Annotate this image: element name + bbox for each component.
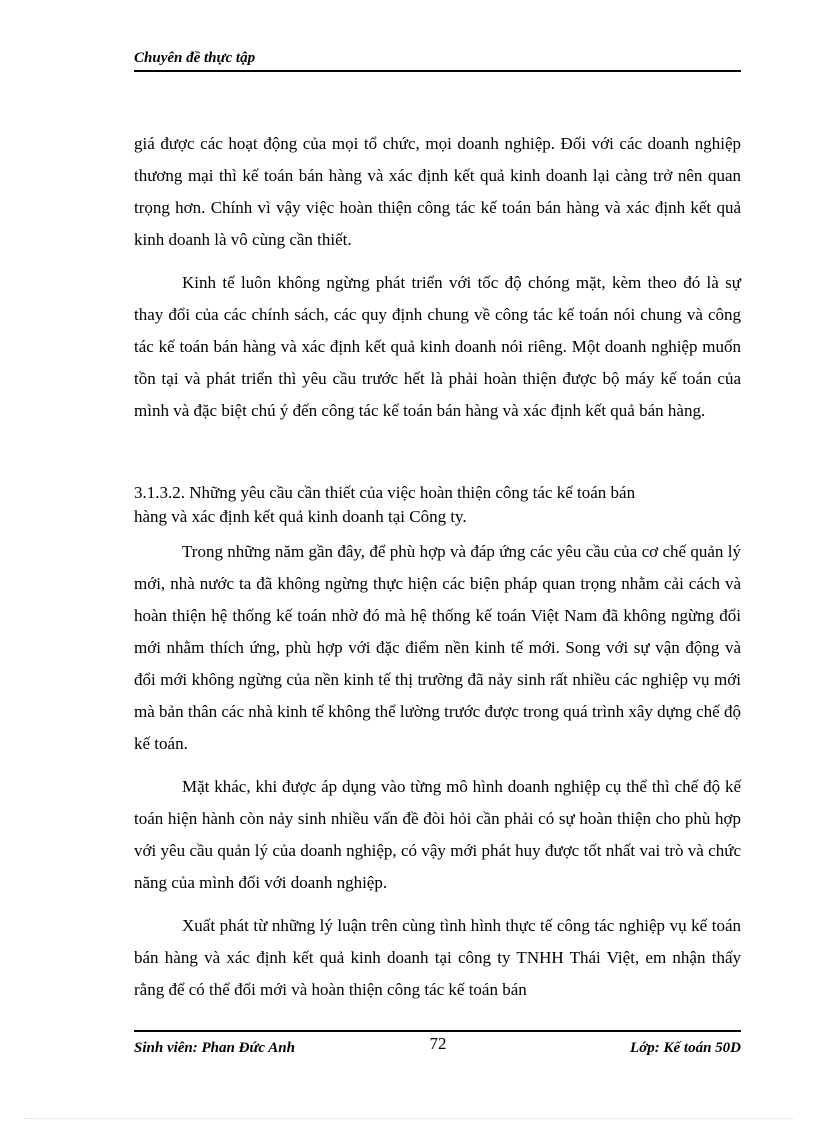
section-heading-line-2: hàng và xác định kết quả kinh doanh tại Công ty. [134,507,467,526]
footer-student-name: Sinh viên: Phan Đức Anh [134,1040,295,1056]
paragraph-on-the-other-hand: Mặt khác, khi được áp dụng vào từng mô hình doanh nghiệp cụ thể thì chế độ kế toán hiện hành còn nảy sinh nhiều vấn đề đòi hỏi cần phải có sự hoàn thiện cho phù hợp với yêu cầu quản lý của doanh nghiệp, có vậy mới phát huy được tốt nhất vai trò và chức năng của mình đối với doanh nghiệp. [134,777,741,892]
footer-divider [134,1030,741,1032]
body-section-2 [134,536,741,1006]
header-divider [134,70,741,72]
paragraph-recent-years: Trong những năm gần đây, để phù hợp và đáp ứng các yêu cầu của cơ chế quản lý mới, nhà nước ta đã không ngừng thực hiện các biện pháp quan trọng nhằm cải cách và hoàn thiện hệ thống kế toán nhờ đó mà hệ thống kế toán Việt Nam đã không ngừng đổi mới nhằm thích ứng, phù hợp với đặc điểm nền kinh tế mới. Song với sự vận động và đổi mới không ngừng của nền kinh tế thị trường đã nảy sinh rất nhiều các nghiệp vụ mới mà bản thân các nhà kinh tế không thể lường trước được trong quá trình xây dựng chế độ kế toán. [134,542,741,753]
section-heading-line-1: 3.1.3.2. Những yêu cầu cần thiết của việc hoàn thiện công tác kế toán bán [134,483,636,502]
page-header-title: Chuyên đề thực tập [134,50,256,66]
paragraph-continuation: giá được các hoạt động của mọi tổ chức, mọi doanh nghiệp. Đối với các doanh nghiệp thương mại thì kế toán bán hàng và xác định kết quả kinh doanh lại càng trở nên quan trọng hơn. Chính vì vậy việc hoàn thiện công tác kế toán bán hàng và xác định kết quả kinh doanh là vô cùng cần thiết. [134,134,741,249]
page-number: 72 [429,1034,447,1053]
paragraph-starting-from: Xuất phát từ những lý luận trên cùng tình hình thực tế công tác nghiệp vụ kế toán bán hàng và xác định kết quả kinh doanh tại công ty TNHH Thái Việt, em nhận thấy rằng để có thể đổi mới và hoàn thiện công tác kế toán bán [134,916,741,999]
paragraph-economy: Kinh tế luôn không ngừng phát triển với tốc độ chóng mặt, kèm theo đó là sự thay đổi của các chính sách, các quy định chung về công tác kế toán nói chung và công tác kế toán bán hàng và xác định kết quả kinh doanh nói riêng. Một doanh nghiệp muốn tồn tại và phát triển thì yêu cầu trước hết là phải hoàn thiện được bộ máy kế toán của mình và đặc biệt chú ý đến công tác kế toán bán hàng và xác định kết quả bán hàng. [134,273,741,420]
footer-class-name: Lớp: Kế toán 50D [630,1040,741,1056]
body-section-1 [134,128,741,427]
section-heading [134,481,741,529]
page-edge-divider [24,1118,794,1119]
